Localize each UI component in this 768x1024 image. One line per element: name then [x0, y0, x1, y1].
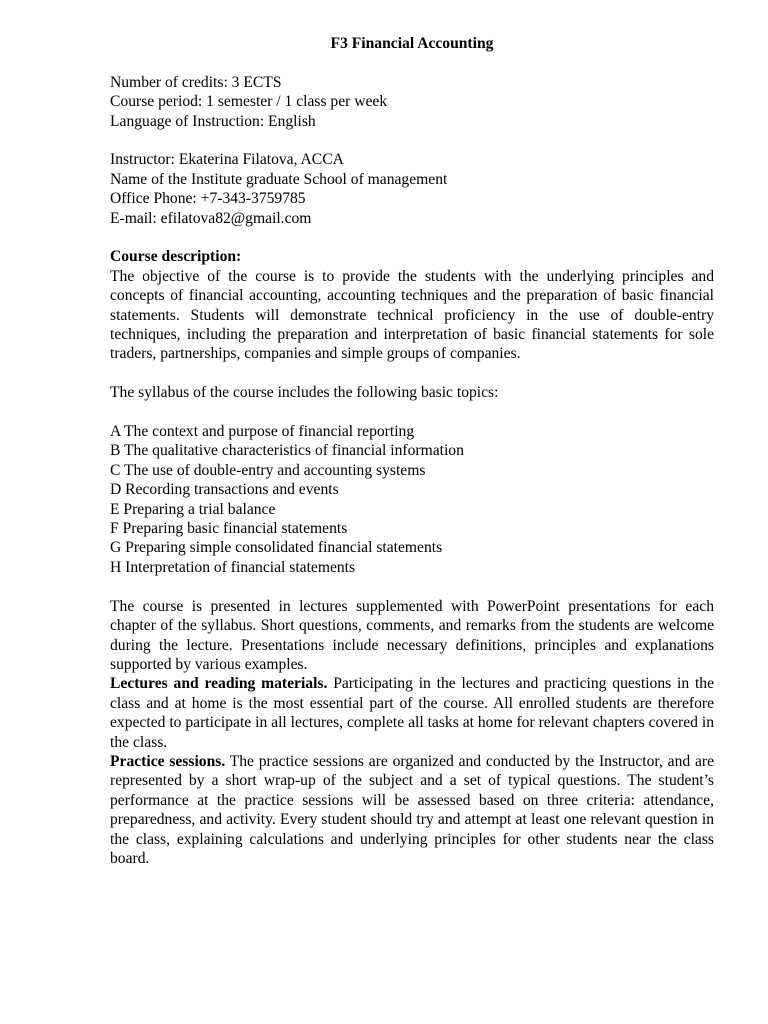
institute-line: Name of the Institute graduate School of management	[110, 170, 448, 188]
topic-item: E Preparing a trial balance	[110, 500, 276, 518]
topic-item: C The use of double-entry and accounting systems	[110, 461, 426, 479]
topic-item: G Preparing simple consolidated financial statements	[110, 539, 443, 557]
lectures-lead: Lectures and reading materials.	[110, 675, 328, 693]
syllabus-intro: The syllabus of the course includes the following basic topics:	[110, 384, 499, 402]
topic-item: F Preparing basic financial statements	[110, 520, 348, 538]
office-phone-line: Office Phone: +7-343-3759785	[110, 190, 306, 208]
document-title: F3 Financial Accounting	[330, 35, 494, 52]
course-description-text: The objective of the course is to provide the students with the underlying principles and concepts of financial accounting, accounting techniques and the preparation of basic financial statements. Students will demonstrate technical proficiency in the use of double-entry techniques, including the preparation and interpretation of basic financial statements for sole traders, partnerships, companies and simple groups of companies.	[110, 267, 714, 363]
topics-list	[110, 422, 714, 577]
instructor-line: Instructor: Ekaterina Filatova, ACCA	[110, 151, 344, 169]
instructor-info	[110, 150, 714, 228]
document-page	[110, 34, 714, 868]
practice-lead: Practice sessions.	[110, 752, 226, 770]
practice-paragraph	[110, 752, 714, 868]
language-line: Language of Instruction: English	[110, 112, 316, 130]
lectures-text: Participating in the lectures and practicing questions in the class and at home is the most essential part of the course. All enrolled students are therefore expected to participate in all lectures, complete all tasks at home for relevant chapters covered in the class.	[110, 675, 714, 751]
email-line: E-mail: efilatova82@gmail.com	[110, 209, 312, 227]
practice-text: The practice sessions are organized and conducted by the Instructor, and are represented by a short wrap-up of the subject and a set of typical questions. The student’s performance at the practice sessions will be assessed based on three criteria: attendance, preparedness, and activity. Every student should try and attempt at least one relevant question in the class, explaining calculations and underlying principles for other students near the class board.	[110, 752, 714, 867]
topic-item: A The context and purpose of financial reporting	[110, 423, 415, 441]
credits-line: Number of credits: 3 ECTS	[110, 73, 282, 91]
topic-item: B The qualitative characteristics of financial information	[110, 442, 464, 460]
course-description-section	[110, 247, 714, 363]
presentation-paragraph: The course is presented in lectures supplemented with PowerPoint presentations for each chapter of the syllabus. Short questions, comments, and remarks from the students are welcome during the lecture. Presentations include necessary definitions, principles and explanations supported by various examples.	[110, 597, 714, 673]
course-description-heading: Course description:	[110, 248, 242, 266]
topic-item: D Recording transactions and events	[110, 481, 339, 499]
course-info	[110, 73, 714, 131]
lectures-paragraph	[110, 674, 714, 752]
topic-item: H Interpretation of financial statements	[110, 558, 356, 576]
course-period-line: Course period: 1 semester / 1 class per week	[110, 93, 388, 111]
